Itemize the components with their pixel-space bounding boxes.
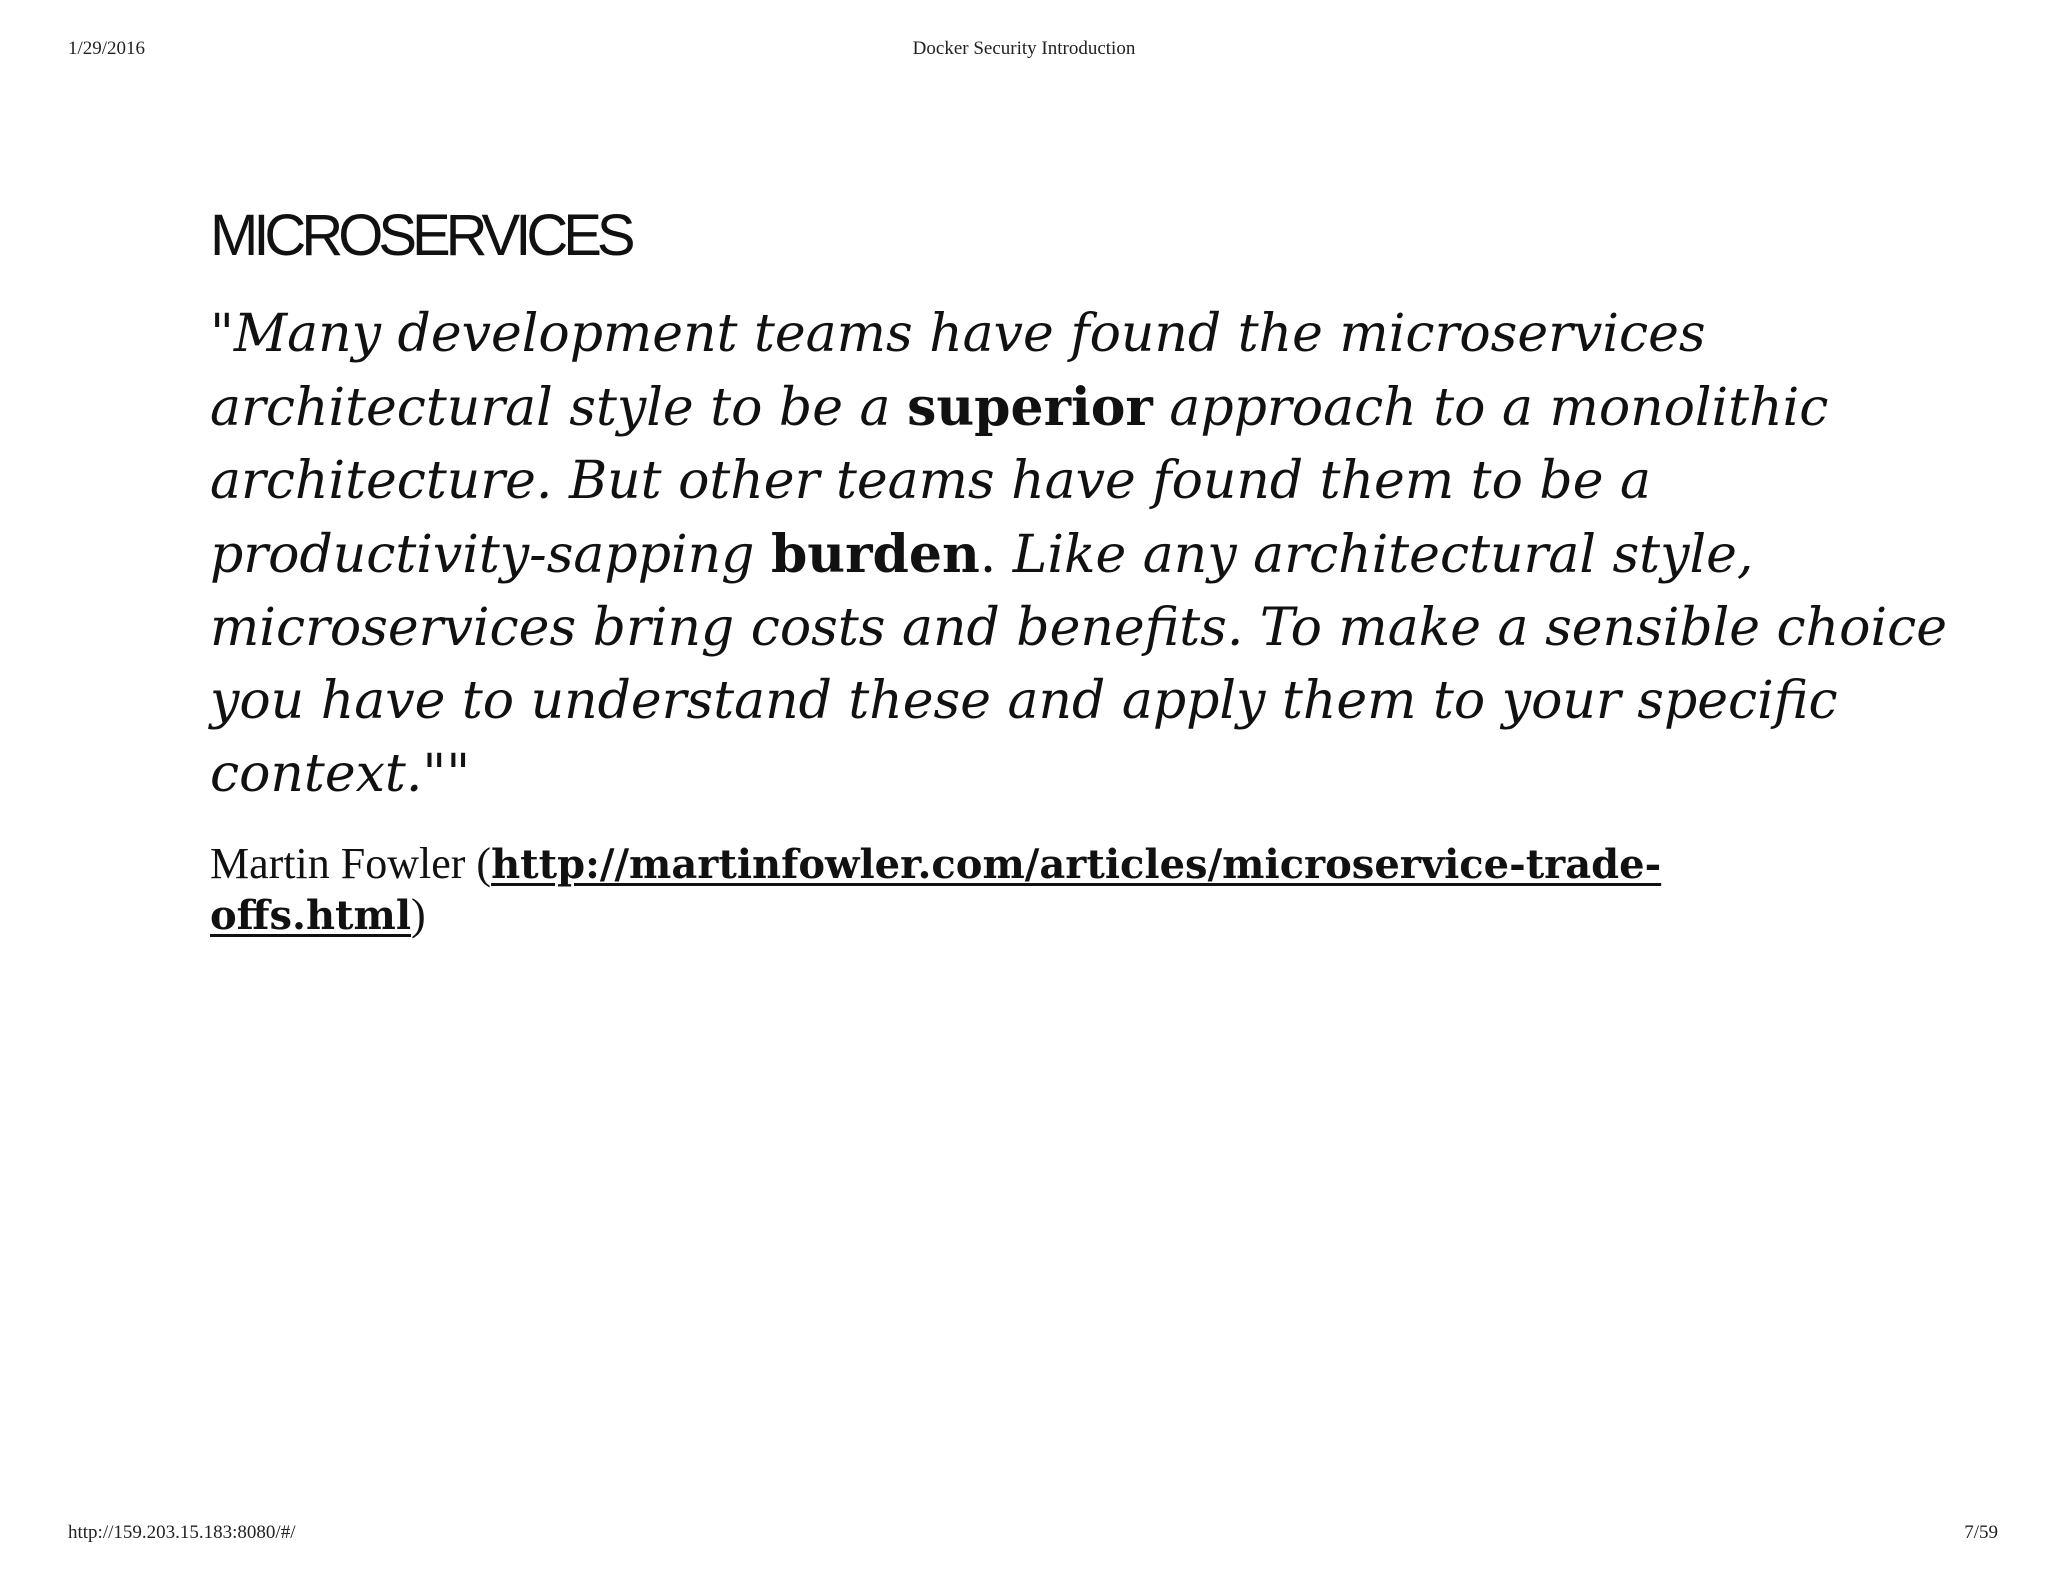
quote-period: . bbox=[979, 525, 997, 585]
quote-line: context."" bbox=[210, 744, 471, 804]
print-date: 1/29/2016 bbox=[68, 38, 146, 59]
attribution-close-paren: ) bbox=[411, 890, 426, 939]
attribution-author: Martin Fowler ( bbox=[210, 839, 492, 888]
source-link-line1: http://martinfowler.com/articles/microservice-trade- bbox=[491, 841, 1662, 888]
print-header bbox=[0, 38, 2048, 68]
quote-emphasis-burden: burden bbox=[770, 524, 980, 585]
quote-line: "Many development teams have found the microservices bbox=[210, 304, 1706, 364]
quote-line: architectural style to be a bbox=[210, 378, 908, 438]
slide bbox=[210, 196, 1947, 941]
quote-line: productivity-sapping bbox=[210, 525, 771, 585]
quote-line: architecture. But other teams have found them to be a bbox=[210, 451, 1651, 511]
quote bbox=[210, 298, 1947, 811]
print-url: http://159.203.15.183:8080/#/ bbox=[68, 1522, 296, 1543]
quote-line: microservices bring costs and benefits. To make a sensible choice bbox=[210, 598, 1947, 658]
quote-line: approach to a monolithic bbox=[1152, 378, 1829, 438]
slide-title: MICROSERVICES bbox=[210, 203, 631, 268]
quote-line: Like any architectural style, bbox=[996, 525, 1754, 585]
quote-emphasis-superior: superior bbox=[907, 377, 1153, 438]
source-link-line2: offs.html bbox=[210, 892, 412, 939]
print-page-number: 7/59 bbox=[1964, 1522, 1998, 1543]
print-footer bbox=[0, 1522, 2048, 1552]
quote-line: you have to understand these and apply them to your specific bbox=[210, 671, 1838, 731]
attribution bbox=[210, 839, 1850, 941]
print-document-title: Docker Security Introduction bbox=[912, 38, 1136, 59]
